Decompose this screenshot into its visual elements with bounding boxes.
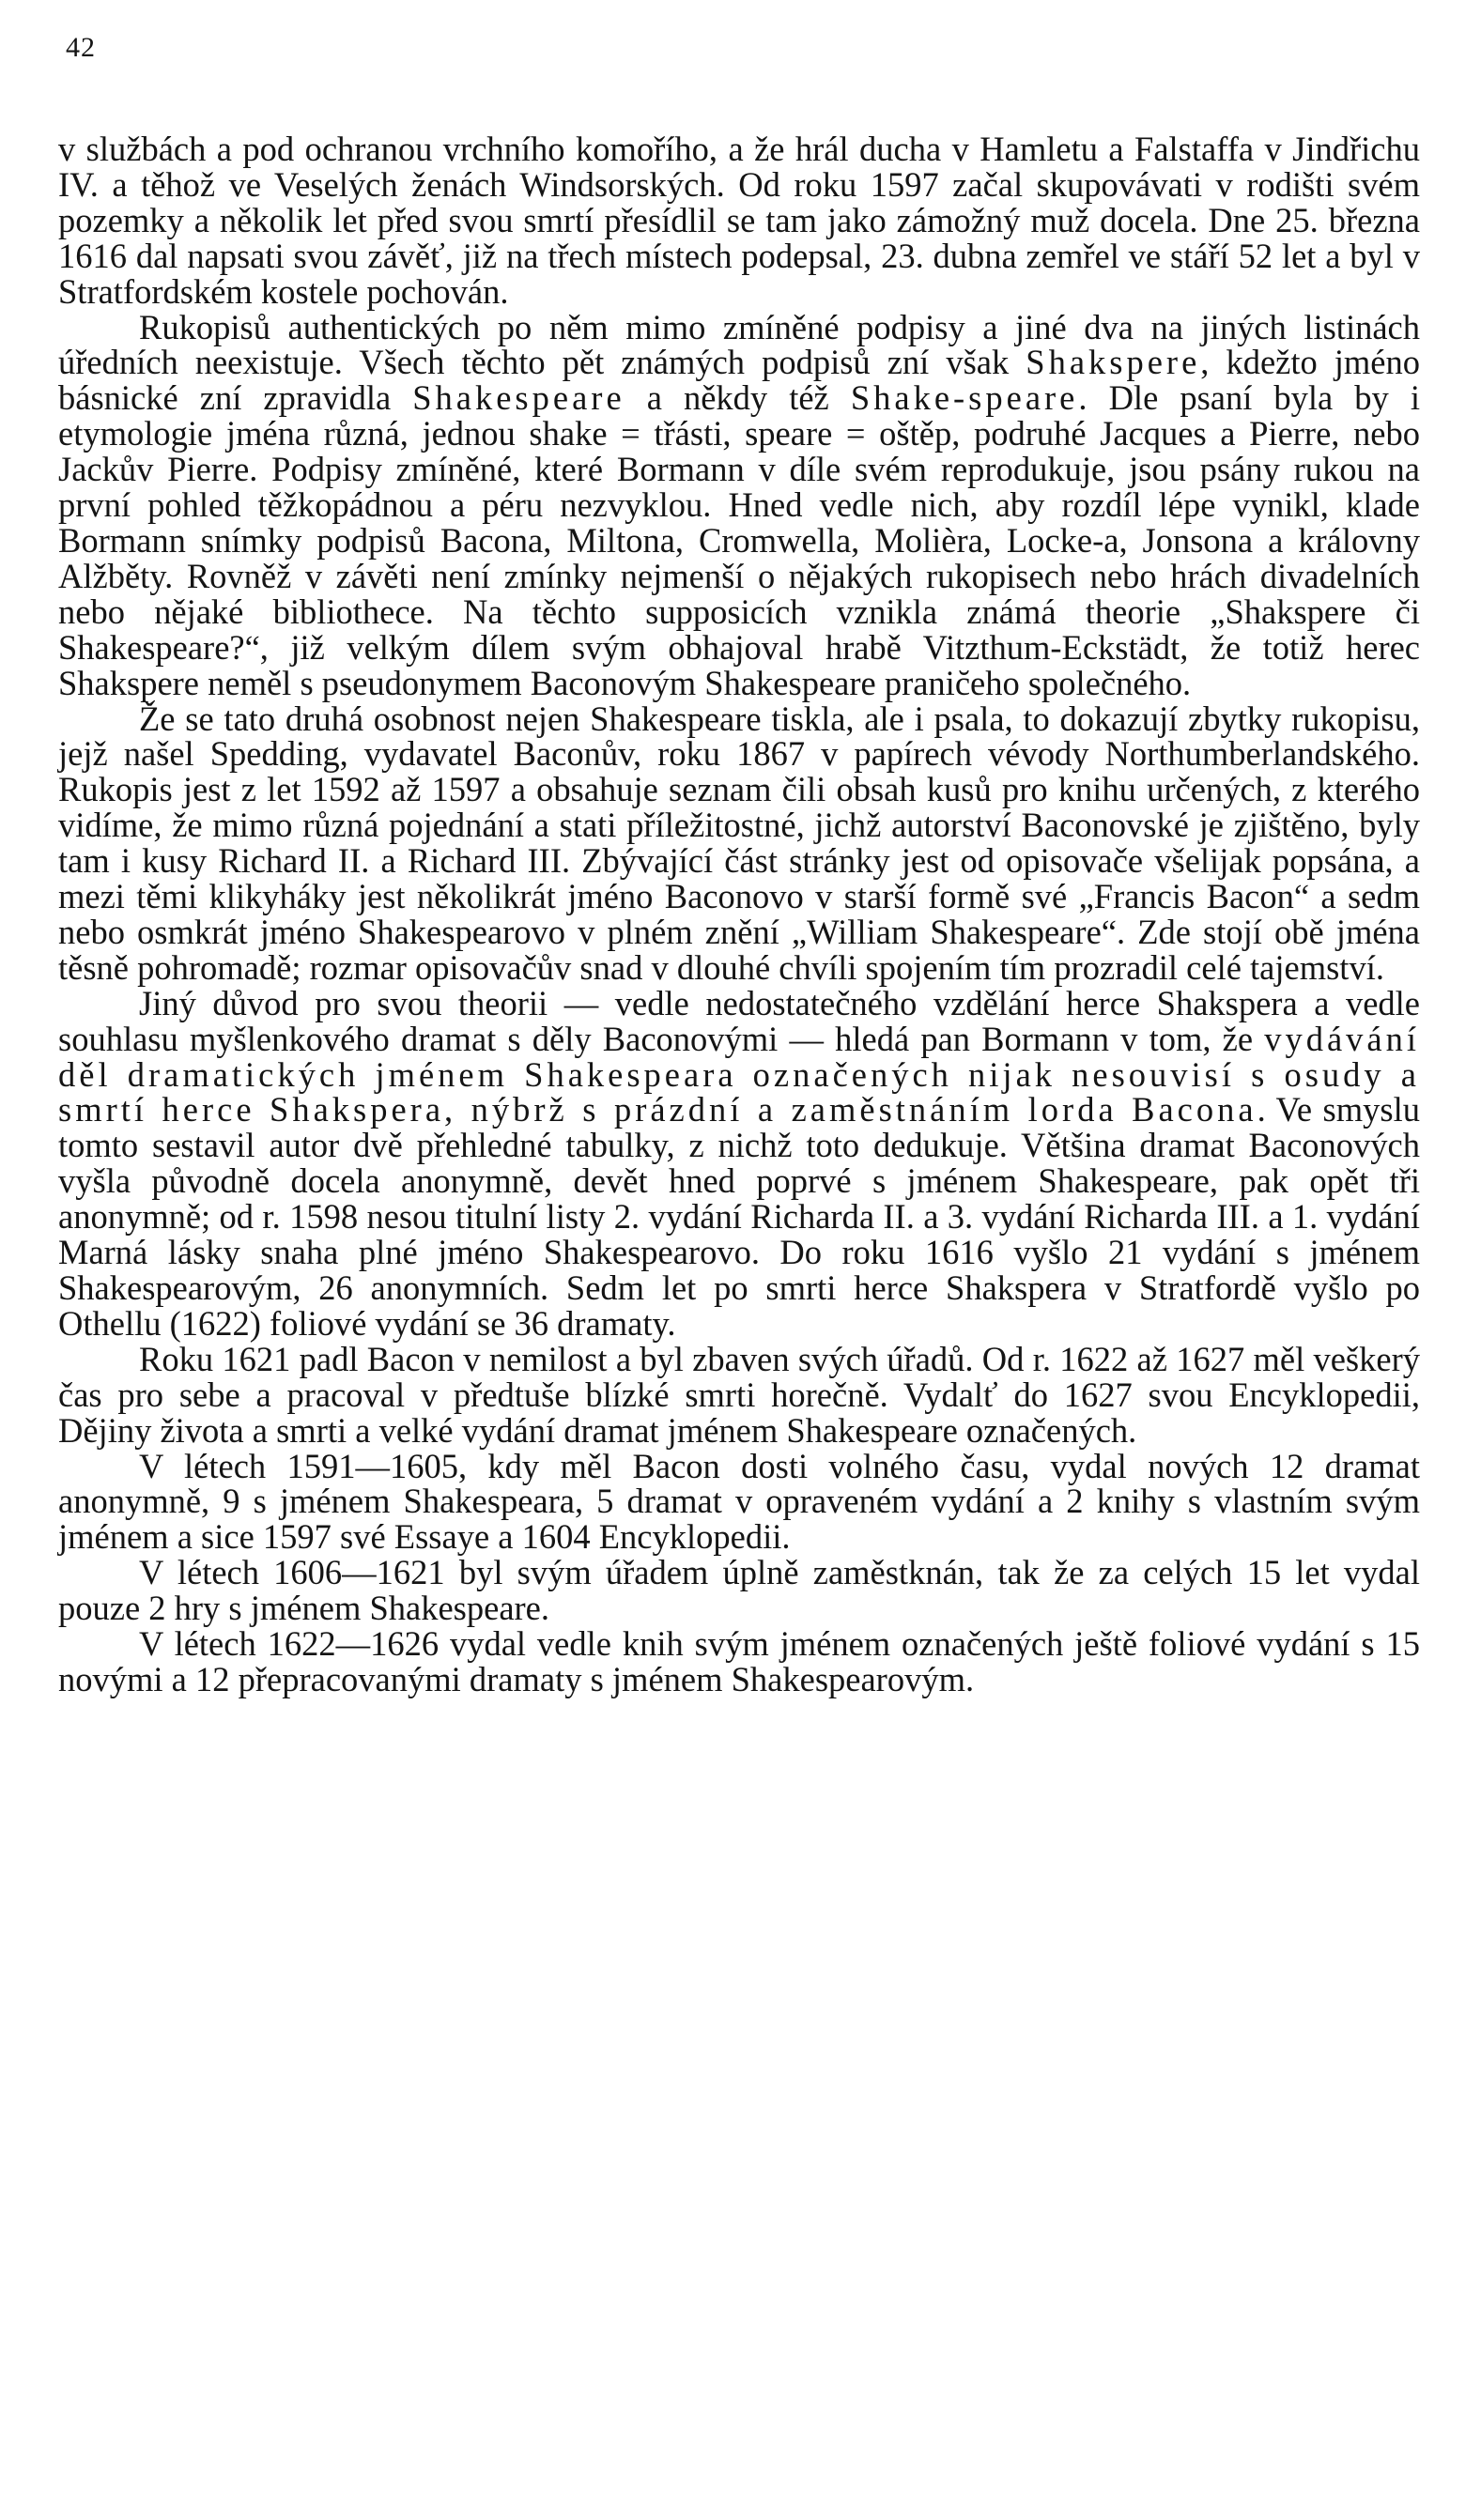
- text-segment: , kdežto jméno básnické zní zpravidla: [58, 343, 1420, 418]
- text-segment: Že se tato druhá osobnost nejen Shakespeare tiskla, ale i psala, to dokazují zbytky rukopisu, jejž našel Spedding, vydavatel Baconův, roku 1867 v papírech vévody Northumberlandského. Rukopis jest z let 1592 až 1597 a obsahuje seznam čili obsah kusů pro knihu určených, z kterého vidíme, že mimo různá pojednání a stati příležitostné, jichž autorství Baconovské je zjištěno, byly tam i kusy Richard II. a Richard III. Zbývající část stránky jest od opisovače všelijak popsána, a mezi těmi klikyháky jest několikrát jméno Baconovo v starší formě své „Francis Bacon“ a sedm nebo osmkrát jméno Shakespearovo v plném znění „William Shakespeare“. Zde stojí obě jména těsně pohromadě; rozmar opisovačův snad v dlouhé chvíli spojením tím prozradil celé tajemství.: [58, 699, 1420, 987]
- body-text: [58, 131, 1420, 1698]
- paragraph: [58, 307, 1420, 702]
- paragraph: [58, 131, 1420, 310]
- paragraph: [58, 1555, 1420, 1626]
- text-segment: V létech 1591—1605, kdy měl Bacon dosti volného času, vydal nových 12 dramat anonymně, 9 s jménem Shakespeara, 5 dramat v opraveném vydání a 2 knihy s vlastním svým jménem a sice 1597 své Essaye a 1604 Encyklopedii.: [58, 1446, 1420, 1557]
- spaced-text: Shakspere: [1026, 343, 1201, 382]
- page-number: 42: [66, 32, 96, 63]
- spaced-text: Shakespeare: [412, 378, 625, 418]
- text-segment: a někdy též: [625, 378, 851, 418]
- paragraph: [58, 1446, 1420, 1557]
- text-segment: v službách a pod ochranou vrchního komořího, a že hrál ducha v Hamletu a Falstaffa v Jindřichu IV. a těhož ve Veselých ženách Windsorských. Od roku 1597 začal skupovávati v rodišti svém pozemky a několik let před svou smrtí přesídlil se tam jako zámožný muž docela. Dne 25. března 1616 dal napsati svou závěť, již na třech místech podepsal, 23. dubna zemřel ve stáří 52 let a byl v Stratfordském kostele pochován.: [58, 130, 1420, 311]
- spaced-text: vydávání děl dramatických jménem Shakespeara označených nijak nesouvisí s osudy a smrtí herce Shakspera, nýbrž s prázdní a zaměstnáním lorda Bacona: [58, 1019, 1420, 1129]
- paragraph: [58, 1626, 1420, 1698]
- text-segment: Jiný důvod pro svou theorii — vedle nedostatečného vzdělání herce Shakspera a vedle souhlasu myšlenkového dramat s děly Baconovými — hledá pan Bormann v tom, že: [58, 983, 1420, 1058]
- text-segment: . Dle psaní byla by i etymologie jména různá, jednou shake = třásti, speare = oštěp, podruhé Jacques a Pierre, nebo Jackův Pierre. Podpisy zmíněné, které Bormann v díle svém reprodukuje, jsou psány rukou na první pohled těžkopádnou a péru nezvyklou. Hned vedle nich, aby rozdíl lépe vynikl, klade Bormann snímky podpisů Bacona, Miltona, Cromwella, Molièra, Locke-a, Jonsona a královny Alžběty. Rovněž v závěti není zmínky nejmenší o nějakých rukopisech nebo hrách divadelních nebo nějaké bibliothece. Na těchto supposicích vznikla známá theorie „Shakspere či Shakespeare?“, již velkým dílem svým obhajoval hrabě Vitzthum-Eckstädt, že totiž herec Shakspere neměl s pseudonymem Baconovým Shakespeare pranic̆eho společného.: [58, 378, 1420, 702]
- text-segment: Rukopisů authentických po něm mimo zmíněné podpisy a jiné dva na jiných listinách úředních neexistuje. Všech těchto pět známých podpisů zní však: [58, 307, 1420, 382]
- paragraph: [58, 701, 1420, 986]
- text-segment: V létech 1622—1626 vydal vedle knih svým jménem označených ještě foliové vydání s 15 novými a 12 přepracovanými dramaty s jménem Shakespearovým.: [58, 1624, 1420, 1698]
- text-segment: V létech 1606—1621 byl svým úřadem úplně zaměstknán, tak že za celých 15 let vydal pouze 2 hry s jménem Shakespeare.: [58, 1553, 1420, 1628]
- text-segment: . Ve smyslu tomto sestavil autor dvě přehledné tabulky, z nichž toto dedukuje. Většina dramat Baconových vyšla původně docela anonymně, devět hned poprvé s jménem Shakespeare, pak opět tři anonymně; od r. 1598 nesou titulní listy 2. vydání Richarda II. a 3. vydání Richarda III. a 1. vydání Marná lásky snaha plné jméno Shakespearovo. Do roku 1616 vyšlo 21 vydání s jménem Shakespearovým, 26 anonymních. Sedm let po smrti herce Shakspera v Stratfordě vyšlo po Othellu (1622) foliové vydání se 36 dramaty.: [58, 1090, 1420, 1343]
- text-segment: Roku 1621 padl Bacon v nemilost a byl zbaven svých úřadů. Od r. 1622 až 1627 měl veškerý čas pro sebe a pracoval v předtuše blízké smrti horečně. Vydalť do 1627 svou Encyklopedii, Dějiny života a smrti a velké vydání dramat jménem Shakespeare označených.: [58, 1339, 1420, 1450]
- paragraph: [58, 983, 1420, 1343]
- paragraph: [58, 1339, 1420, 1450]
- spaced-text: Shake-speare: [850, 378, 1079, 418]
